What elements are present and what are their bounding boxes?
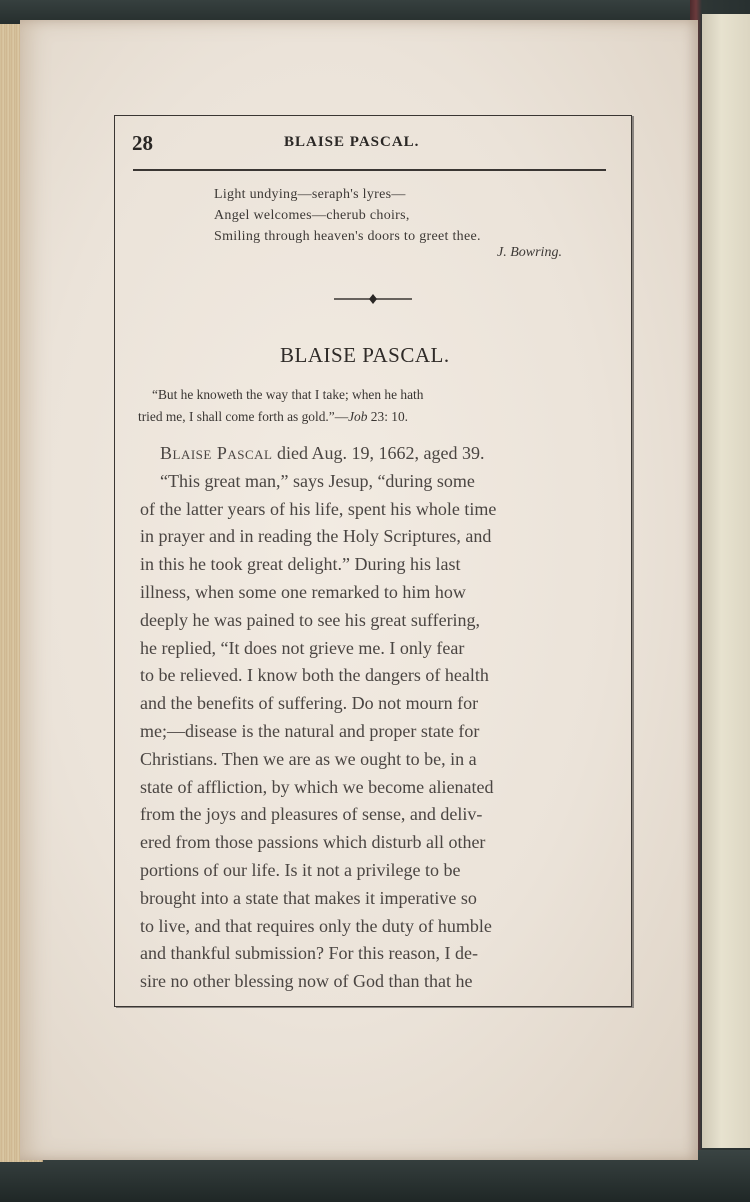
body-line: illness, when some one remarked to him how [140, 581, 466, 602]
body-line: ered from those passions which disturb all other [140, 832, 486, 853]
header-rule [133, 169, 606, 171]
body-line: state of affliction, by which we become alienated [140, 776, 494, 797]
body-line: and thankful submission? For this reason, I de- [140, 943, 478, 964]
body-line: in this he took great delight.” During his last [140, 554, 461, 575]
body-text [140, 440, 624, 996]
verse-line: Smiling through heaven's doors to greet thee. [214, 229, 481, 244]
running-head: BLAISE PASCAL. [284, 134, 420, 150]
epigraph-text: tried me, I shall come forth as gold.”— [138, 409, 349, 424]
body-line: in prayer and in reading the Holy Scriptures, and [140, 526, 492, 547]
body-line: he replied, “It does not grieve me. I only fear [140, 637, 465, 658]
body-line: deeply he was pained to see his great suffering, [140, 609, 481, 630]
scripture-epigraph [138, 384, 608, 428]
facing-page-edge [702, 14, 750, 1148]
body-lead-line [140, 440, 624, 468]
body-line: to be relieved. I know both the dangers of health [140, 665, 489, 686]
body-line: of the latter years of his life, spent his whole time [140, 498, 497, 519]
body-line: sire no other blessing now of God than that he [140, 971, 473, 992]
verse-line: Angel welcomes—cherub choirs, [214, 208, 410, 223]
epigraph-reference-book: Job [348, 409, 368, 424]
lead-rest: died Aug. 19, 1662, aged 39. [272, 443, 485, 463]
verse-block [214, 184, 481, 247]
page-number: 28 [132, 131, 153, 155]
epigraph-reference-verse: 23: 10. [367, 409, 408, 424]
body-line: me;—disease is the natural and proper state for [140, 720, 480, 741]
body-line: portions of our life. Is it not a privilege to be [140, 859, 461, 880]
epigraph-line: “But he knoweth the way that I take; when he hath [152, 387, 424, 402]
section-title: BLAISE PASCAL. [280, 343, 450, 367]
body-line: “This great man,” says Jesup, “during some [160, 470, 475, 491]
body-line: and the benefits of suffering. Do not mourn for [140, 693, 479, 714]
verse-attribution: J. Bowring. [497, 245, 562, 260]
epigraph-line [138, 406, 608, 428]
body-line: brought into a state that makes it imperative so [140, 887, 477, 908]
verse-line: Light undying—seraph's lyres— [214, 187, 406, 202]
body-line: Christians. Then we are as we ought to be, in a [140, 748, 477, 769]
body-line: to live, and that requires only the duty of humble [140, 915, 492, 936]
section-divider-ornament [334, 293, 412, 305]
body-line: from the joys and pleasures of sense, and deliv- [140, 804, 483, 825]
lead-name: Blaise Pascal [160, 443, 273, 463]
